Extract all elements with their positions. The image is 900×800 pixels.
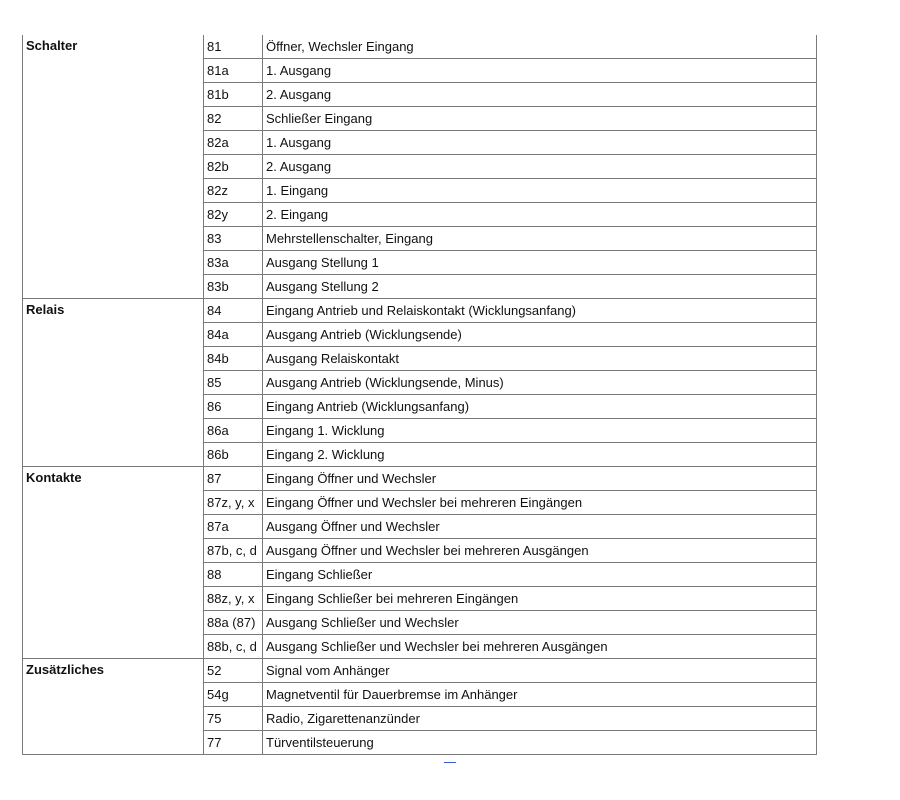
- terminal-number: 82: [204, 107, 263, 131]
- terminal-number: 84: [204, 299, 263, 323]
- terminal-description: Ausgang Öffner und Wechsler bei mehreren Ausgängen: [263, 539, 817, 563]
- group-label: Zusätzliches: [23, 659, 204, 755]
- terminal-description: Signal vom Anhänger: [263, 659, 817, 683]
- terminal-number: 82y: [204, 203, 263, 227]
- terminal-number: 87: [204, 467, 263, 491]
- terminal-description: Ausgang Schließer und Wechsler: [263, 611, 817, 635]
- terminal-number: 75: [204, 707, 263, 731]
- terminal-description: 2. Ausgang: [263, 155, 817, 179]
- terminal-number: 84b: [204, 347, 263, 371]
- table-row: [23, 299, 817, 323]
- terminal-number: 82b: [204, 155, 263, 179]
- terminal-number: 83b: [204, 275, 263, 299]
- terminal-description: 1. Ausgang: [263, 131, 817, 155]
- terminal-number: 84a: [204, 323, 263, 347]
- terminal-description: Ausgang Stellung 1: [263, 251, 817, 275]
- terminal-description: Radio, Zigarettenanzünder: [263, 707, 817, 731]
- terminal-number: 88: [204, 563, 263, 587]
- terminal-description: Öffner, Wechsler Eingang: [263, 35, 817, 59]
- terminal-number: 83: [204, 227, 263, 251]
- terminal-description: Eingang 1. Wicklung: [263, 419, 817, 443]
- terminal-description: Eingang Schließer: [263, 563, 817, 587]
- terminal-description: Türventilsteuerung: [263, 731, 817, 755]
- terminal-description: 1. Eingang: [263, 179, 817, 203]
- terminal-number: 83a: [204, 251, 263, 275]
- terminal-description: Eingang Schließer bei mehreren Eingängen: [263, 587, 817, 611]
- table-row: [23, 467, 817, 491]
- terminal-description: Eingang Öffner und Wechsler bei mehreren Eingängen: [263, 491, 817, 515]
- group-label: Relais: [23, 299, 204, 467]
- terminal-description: 1. Ausgang: [263, 59, 817, 83]
- terminal-number: 77: [204, 731, 263, 755]
- terminal-number: 85: [204, 371, 263, 395]
- terminal-number: 88b, c, d: [204, 635, 263, 659]
- terminal-description: Eingang Antrieb und Relaiskontakt (Wicklungsanfang): [263, 299, 817, 323]
- terminal-description: 2. Eingang: [263, 203, 817, 227]
- terminal-description: Mehrstellenschalter, Eingang: [263, 227, 817, 251]
- terminal-number: 82z: [204, 179, 263, 203]
- terminal-number: 82a: [204, 131, 263, 155]
- terminal-number: 81: [204, 35, 263, 59]
- terminal-description: Schließer Eingang: [263, 107, 817, 131]
- terminal-number: 87b, c, d: [204, 539, 263, 563]
- table-row: [23, 35, 817, 59]
- terminal-number: 52: [204, 659, 263, 683]
- terminal-description: Ausgang Antrieb (Wicklungsende, Minus): [263, 371, 817, 395]
- terminal-table: [22, 35, 817, 755]
- terminal-number: 54g: [204, 683, 263, 707]
- table-row: [23, 659, 817, 683]
- terminal-table-body: [23, 35, 817, 755]
- terminal-number: 88a (87): [204, 611, 263, 635]
- terminal-description: Ausgang Öffner und Wechsler: [263, 515, 817, 539]
- group-label: Kontakte: [23, 467, 204, 659]
- terminal-number: 86b: [204, 443, 263, 467]
- terminal-description: Ausgang Antrieb (Wicklungsende): [263, 323, 817, 347]
- terminal-description: Ausgang Stellung 2: [263, 275, 817, 299]
- terminal-description: Magnetventil für Dauerbremse im Anhänger: [263, 683, 817, 707]
- terminal-description: 2. Ausgang: [263, 83, 817, 107]
- terminal-number: 86a: [204, 419, 263, 443]
- group-label: Schalter: [23, 35, 204, 299]
- terminal-number: 81a: [204, 59, 263, 83]
- terminal-description: Eingang 2. Wicklung: [263, 443, 817, 467]
- terminal-number: 87z, y, x: [204, 491, 263, 515]
- bottom-link[interactable]: [444, 757, 456, 764]
- terminal-description: Ausgang Relaiskontakt: [263, 347, 817, 371]
- terminal-number: 87a: [204, 515, 263, 539]
- terminal-description: Eingang Antrieb (Wicklungsanfang): [263, 395, 817, 419]
- terminal-description: Ausgang Schließer und Wechsler bei mehreren Ausgängen: [263, 635, 817, 659]
- terminal-number: 88z, y, x: [204, 587, 263, 611]
- terminal-number: 81b: [204, 83, 263, 107]
- terminal-description: Eingang Öffner und Wechsler: [263, 467, 817, 491]
- terminal-number: 86: [204, 395, 263, 419]
